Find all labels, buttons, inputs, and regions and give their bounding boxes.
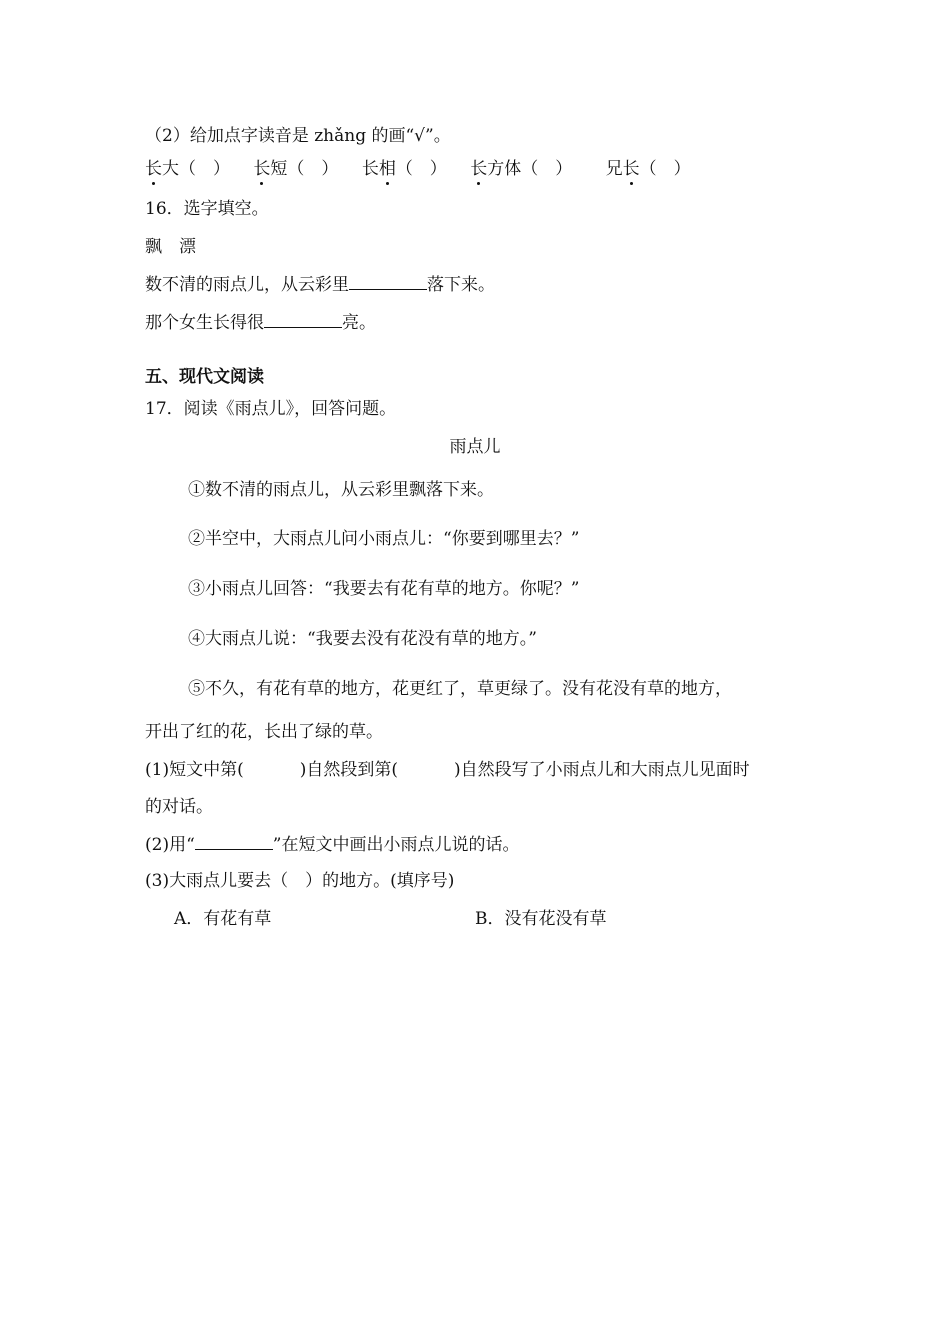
item-2	[253, 159, 338, 179]
dotted-char: 长	[253, 159, 271, 179]
fill-blank-1[interactable]	[349, 273, 427, 290]
q16-title: 16．选字填空。	[145, 199, 269, 219]
fill-blank-2[interactable]	[264, 311, 342, 328]
q16-sentence-2	[145, 311, 376, 334]
paragraph-1: ①数不清的雨点儿，从云彩里飘落下来。	[188, 480, 494, 500]
item-3	[362, 159, 447, 179]
paragraph-4: ④大雨点儿说：“我要去没有花没有草的地方。”	[188, 629, 537, 649]
paragraph-3: ③小雨点儿回答：“我要去有花有草的地方。你呢？”	[188, 579, 580, 599]
paragraph-5: ⑤不久，有花有草的地方，花更红了，草更绿了。没有花没有草的地方，	[188, 679, 732, 699]
q17-title: 17．阅读《雨点儿》，回答问题。	[145, 399, 397, 419]
sub-question-1-continued: 的对话。	[145, 797, 213, 817]
sub-question-2	[145, 833, 519, 856]
dotted-char: 长	[622, 159, 640, 179]
sentence-1-after: 落下来。	[427, 275, 495, 295]
item-rest: 大（ ）	[162, 159, 230, 179]
dotted-char: 长	[470, 159, 488, 179]
sub2-part-b: ”在短文中画出小雨点儿说的话。	[272, 835, 520, 855]
section-heading: 五、现代文阅读	[145, 367, 264, 387]
sub2-part-a: (2)用“	[145, 835, 195, 855]
sub1-part-a: (1)短文中第(	[145, 760, 244, 780]
q15-part2-items	[145, 158, 691, 180]
sub-question-1	[145, 759, 750, 781]
q16-options: 飘 漂	[145, 237, 196, 257]
item-rest: （ ）	[639, 159, 691, 179]
item-rest: （ ）	[395, 159, 447, 179]
q16-sentence-1	[145, 273, 495, 296]
sentence-1-before: 数不清的雨点儿，从云彩里	[145, 275, 349, 295]
item-pre: 兄	[605, 159, 623, 179]
underline-sample	[195, 833, 273, 850]
item-rest: 短（ ）	[270, 159, 339, 179]
sub-question-3: (3)大雨点儿要去（ ）的地方。(填序号)	[145, 871, 455, 891]
item-1	[145, 159, 230, 179]
option-a[interactable]: A．有花有草	[174, 909, 272, 929]
item-5	[606, 159, 691, 179]
option-b[interactable]: B．没有花没有草	[475, 909, 607, 929]
item-rest: 方体（ ）	[487, 159, 573, 179]
paragraph-2: ②半空中，大雨点儿问小雨点儿：“你要到哪里去？”	[188, 529, 580, 549]
item-pre: 长	[361, 159, 379, 179]
sentence-2-before: 那个女生长得很	[145, 313, 264, 333]
paragraph-5-continued: 开出了红的花，长出了绿的草。	[145, 722, 383, 742]
sub1-part-c: )自然段写了小雨点儿和大雨点儿见面时	[453, 760, 750, 780]
passage-title: 雨点儿	[449, 437, 501, 457]
dotted-char: 长	[145, 159, 162, 179]
q15-part2-prompt: （2）给加点字读音是 zhǎng 的画“√”。	[145, 126, 451, 146]
sentence-2-after: 亮。	[342, 313, 376, 333]
sub1-part-b: )自然段到第(	[299, 760, 398, 780]
dotted-char: 相	[378, 159, 396, 179]
item-4	[470, 159, 572, 179]
